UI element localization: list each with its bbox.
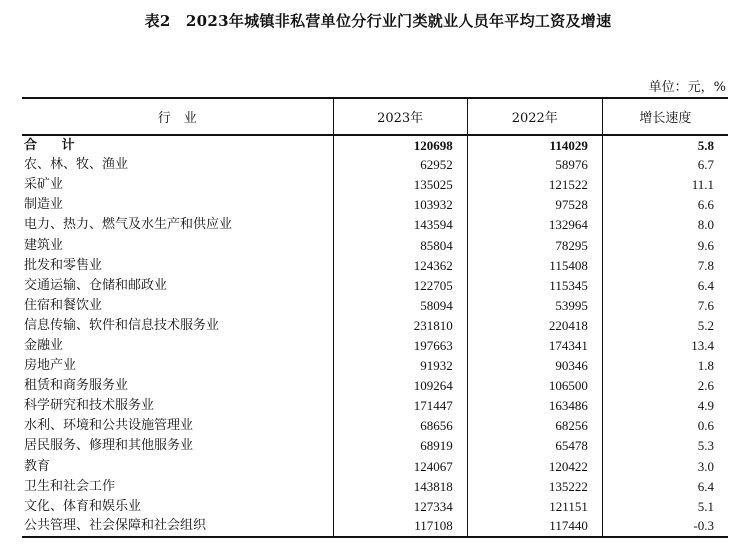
cell-2023: 68919: [333, 436, 467, 456]
cell-industry: 水利、环境和公共设施管理业: [24, 418, 194, 434]
page-title: 表2 2023年城镇非私营单位分行业门类就业人员年平均工资及增速: [144, 12, 612, 30]
header-industry: 行 业: [22, 98, 333, 135]
cell-2022: 68256: [467, 416, 602, 436]
cell-2022: 220418: [467, 316, 602, 336]
header-2023: 2023年: [333, 98, 467, 135]
cell-2022: 78295: [467, 235, 602, 255]
cell-growth: 13.4: [602, 336, 728, 356]
cell-growth: 6.7: [602, 155, 728, 175]
table-row: [22, 517, 728, 537]
cell-growth: 2.6: [602, 376, 728, 396]
cell-growth: 9.6: [602, 235, 728, 255]
cell-2022: 163486: [467, 396, 602, 416]
cell-growth: 4.9: [602, 396, 728, 416]
table-row: [22, 235, 728, 255]
cell-2023: 109264: [333, 376, 467, 396]
cell-industry: 公共管理、社会保障和社会组织: [22, 517, 333, 537]
cell-2022: 117440: [467, 517, 602, 537]
cell-2023: 124067: [333, 457, 467, 477]
cell-2023: 135025: [333, 175, 467, 195]
cell-2023: 127334: [333, 497, 467, 517]
table-row: [22, 195, 728, 215]
table-body: [22, 135, 728, 537]
cell-growth: 5.1: [602, 497, 728, 517]
cell-growth: 5.8: [602, 135, 728, 155]
cell-2023: 143818: [333, 477, 467, 497]
cell-industry: 建筑业: [24, 237, 64, 253]
cell-industry: 教育: [24, 458, 51, 474]
cell-growth: 0.6: [602, 416, 728, 436]
cell-industry: 制造业: [24, 197, 64, 213]
cell-2022: 121151: [467, 497, 602, 517]
table-row: [22, 497, 728, 517]
table-row: [22, 256, 728, 276]
cell-industry: 科学研究和技术服务业: [24, 398, 155, 414]
cell-2022: 121522: [467, 175, 602, 195]
cell-2022: 132964: [467, 215, 602, 235]
cell-2022: 114029: [467, 135, 602, 155]
table-row: [22, 457, 728, 477]
cell-growth: 1.8: [602, 356, 728, 376]
cell-2022: 58976: [467, 155, 602, 175]
table-row: [22, 396, 728, 416]
cell-2022: 135222: [467, 477, 602, 497]
table-row: [22, 477, 728, 497]
cell-2023: 68656: [333, 416, 467, 436]
table-row: [22, 376, 728, 396]
table-row: [22, 175, 728, 195]
cell-2023: 120698: [333, 135, 467, 155]
table-row: [22, 416, 728, 436]
cell-growth: 6.4: [602, 477, 728, 497]
cell-growth: 5.2: [602, 316, 728, 336]
cell-industry: 房地产业: [24, 358, 77, 374]
cell-growth: 8.0: [602, 215, 728, 235]
cell-2023: 231810: [333, 316, 467, 336]
cell-industry: 电力、热力、燃气及水生产和供应业: [24, 217, 233, 233]
cell-growth: -0.3: [602, 517, 728, 537]
table-row-total: [22, 135, 728, 155]
cell-2023: 197663: [333, 336, 467, 356]
cell-growth: 5.3: [602, 436, 728, 456]
header-growth: 增长速度: [602, 98, 728, 135]
cell-growth: 6.4: [602, 276, 728, 296]
cell-industry: 信息传输、软件和信息技术服务业: [24, 317, 220, 333]
cell-2022: 53995: [467, 296, 602, 316]
cell-industry: 租赁和商务服务业: [24, 378, 129, 394]
cell-2023: 91932: [333, 356, 467, 376]
cell-2022: 120422: [467, 457, 602, 477]
cell-2023: 117108: [333, 517, 467, 537]
table-row: [22, 316, 728, 336]
header-2022: 2022年: [467, 98, 602, 135]
cell-2023: 58094: [333, 296, 467, 316]
wage-table: [22, 97, 728, 538]
cell-2022: 115408: [467, 256, 602, 276]
cell-industry: 交通运输、仓储和邮政业: [24, 277, 168, 293]
cell-2022: 65478: [467, 436, 602, 456]
table-row: [22, 296, 728, 316]
cell-industry: 批发和零售业: [24, 257, 103, 273]
cell-2022: 115345: [467, 276, 602, 296]
cell-2022: 174341: [467, 336, 602, 356]
cell-2023: 143594: [333, 215, 467, 235]
table-row: [22, 276, 728, 296]
table-row: [22, 336, 728, 356]
cell-growth: 7.8: [602, 256, 728, 276]
cell-industry: 农、林、牧、渔业: [24, 157, 129, 173]
cell-industry: 卫生和社会工作: [24, 478, 116, 494]
cell-2023: 124362: [333, 256, 467, 276]
cell-2023: 85804: [333, 235, 467, 255]
cell-industry: 合 计: [24, 137, 85, 153]
cell-growth: 3.0: [602, 457, 728, 477]
cell-2023: 103932: [333, 195, 467, 215]
table-row: [22, 356, 728, 376]
table-row: [22, 215, 728, 235]
table-row: [22, 436, 728, 456]
cell-industry: 采矿业: [24, 177, 64, 193]
cell-2022: 97528: [467, 195, 602, 215]
table-header-row: [22, 98, 728, 135]
cell-growth: 11.1: [602, 175, 728, 195]
cell-2023: 62952: [333, 155, 467, 175]
cell-2023: 171447: [333, 396, 467, 416]
cell-2022: 106500: [467, 376, 602, 396]
unit-label: 单位：元，%: [648, 80, 726, 95]
cell-growth: 6.6: [602, 195, 728, 215]
cell-growth: 7.6: [602, 296, 728, 316]
cell-2022: 90346: [467, 356, 602, 376]
table-row: [22, 155, 728, 175]
cell-2023: 122705: [333, 276, 467, 296]
cell-industry: 文化、体育和娱乐业: [24, 498, 142, 514]
cell-industry: 金融业: [24, 337, 64, 353]
cell-industry: 居民服务、修理和其他服务业: [24, 438, 194, 454]
cell-industry: 住宿和餐饮业: [24, 297, 103, 313]
